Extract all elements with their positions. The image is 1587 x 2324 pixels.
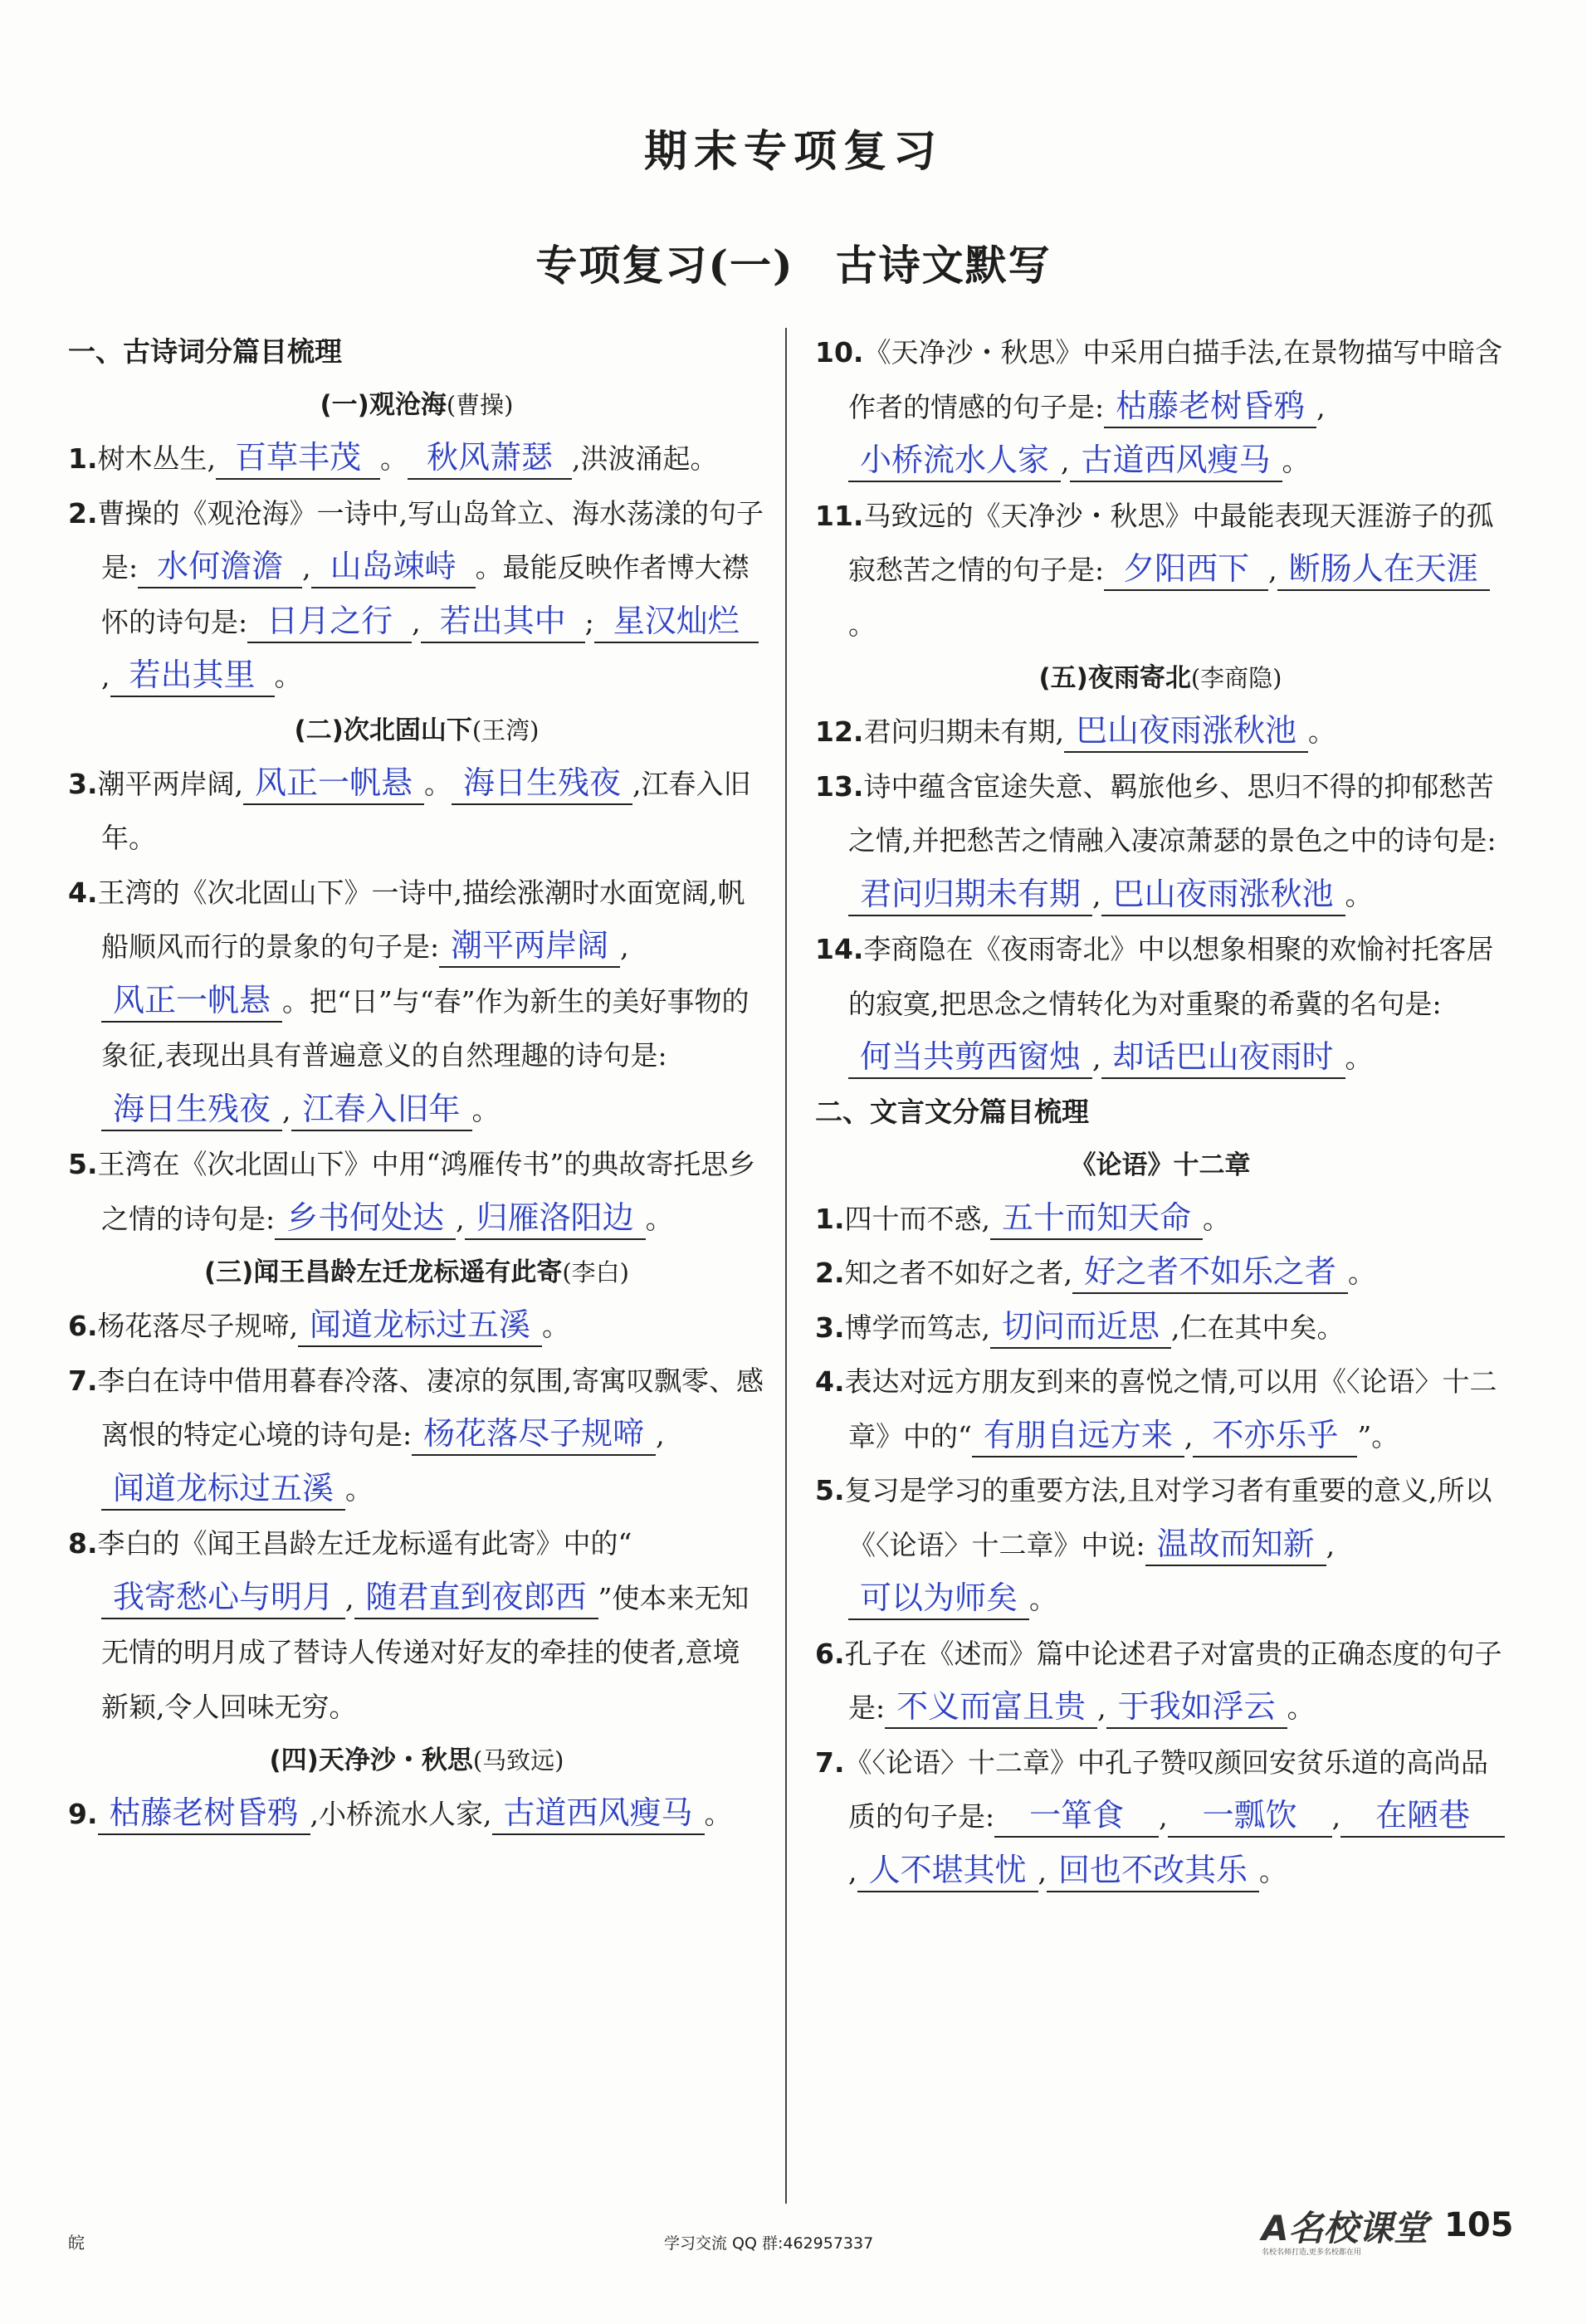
poem-heading	[68, 704, 765, 757]
question-text: ,	[1159, 1800, 1168, 1833]
answer-blank[interactable]: 巴山夜雨涨秋池	[1064, 710, 1308, 753]
question-text: (王湾)	[471, 715, 540, 745]
answer-blank[interactable]: 回也不改其乐	[1047, 1849, 1259, 1892]
question	[815, 759, 1506, 923]
question-text: ,	[1061, 445, 1070, 477]
question-number: 13.	[815, 769, 864, 803]
poem-heading	[68, 1734, 765, 1787]
question-text: ,	[848, 1854, 857, 1887]
question	[68, 1299, 765, 1354]
question-text: 树木丛生,	[97, 442, 216, 475]
question-text: 诗中蕴含宦途失意、羁旅他乡、思归不得的抑郁愁苦之情,并把愁苦之情融入凄凉萧瑟的景色之中的诗句是:	[848, 769, 1497, 857]
question-text: ,	[101, 660, 110, 692]
answer-blank[interactable]: 潮平两岸阔	[439, 925, 620, 968]
question-text: 王湾在《次北固山下》中用“鸿雁传书”的典故寄托思乡之情的诗句是:	[97, 1148, 756, 1235]
question-text: ,	[1184, 1419, 1194, 1452]
question-number: 9.	[68, 1798, 98, 1830]
question-text: 《天净沙・秋思》中采用白描手法,在景物描写中暗含作者的情感的句子是:	[848, 336, 1502, 423]
subtitle-topic: 古诗文默写	[835, 241, 1052, 290]
question-text: 君问归期未有期,	[863, 715, 1064, 748]
question-number: 4.	[68, 876, 98, 909]
question	[815, 1246, 1506, 1301]
question-text: ”使本来无知无情的明月成了替诗人传递对好友的牵挂的使者,意境新颖,令人回味无穷。	[101, 1581, 750, 1723]
question-text: 李白在诗中借用暮春冷落、凄凉的氛围,寄寓叹飘零、感离恨的特定心境的诗句是:	[97, 1364, 764, 1451]
answer-blank[interactable]: 于我如浮云	[1106, 1686, 1287, 1729]
question-text: ,	[1268, 554, 1277, 586]
question	[68, 1516, 765, 1734]
answer-blank[interactable]: 海日生残夜	[452, 762, 632, 805]
section-heading: 二、文言文分篇目梳理	[815, 1095, 1089, 1128]
question-text: ,	[1316, 390, 1326, 423]
answer-blank[interactable]: 小桥流水人家	[848, 439, 1061, 482]
question-text: (五)夜雨寄北	[1038, 663, 1191, 693]
question-text: ,	[412, 605, 421, 638]
answer-blank[interactable]: 在陋巷	[1340, 1794, 1505, 1838]
answer-blank[interactable]: 五十而知天命	[990, 1197, 1203, 1240]
answer-blank[interactable]: 人不堪其忧	[857, 1849, 1038, 1892]
answer-blank[interactable]: 可以为师矣	[848, 1577, 1029, 1620]
question-text: ,江春入旧年。	[101, 767, 751, 854]
poem-heading	[68, 378, 765, 432]
answer-blank[interactable]: 古道西风瘦马	[1070, 439, 1282, 482]
question-number: 12.	[815, 715, 864, 748]
question-text: ,	[345, 1581, 354, 1614]
question-text: 四十而不惑,	[844, 1202, 990, 1235]
question-text: ,小桥流水人家,	[310, 1798, 492, 1830]
answer-blank[interactable]: 闻道龙标过五溪	[298, 1304, 542, 1347]
question-text: 。	[645, 1202, 673, 1235]
question	[815, 325, 1506, 489]
question-text: ,	[620, 930, 629, 963]
answer-blank[interactable]: 温故而知新	[1145, 1523, 1326, 1566]
answer-blank[interactable]: 一箪食	[994, 1794, 1159, 1838]
question-text: (马致远)	[472, 1746, 564, 1775]
question-text: (四)天净沙・秋思	[269, 1745, 473, 1775]
question-text: 马致远的《天净沙・秋思》中最能表现天涯游子的孤寂愁苦之情的句子是:	[848, 499, 1494, 586]
question-text: (二)次北固山下	[294, 715, 472, 745]
question-text: A名校课堂	[1262, 2208, 1428, 2248]
left-column	[68, 325, 765, 1842]
question-text: 。	[1345, 878, 1373, 911]
question-text: ,	[1331, 1800, 1341, 1833]
question-text: 表达对远方朋友到来的喜悦之情,可以用《〈论语〉十二章》中的“	[844, 1365, 1497, 1452]
answer-blank[interactable]: 山岛竦峙	[311, 545, 476, 588]
question	[68, 1354, 765, 1517]
brand-logo: A名校课堂 名校名师打造,更多名校都在用	[1262, 2208, 1428, 2257]
question-number: 1.	[815, 1202, 845, 1235]
question	[68, 486, 765, 704]
answer-blank[interactable]: 若出其中	[421, 600, 585, 643]
question-text: ,	[1326, 1528, 1336, 1561]
question-text: 。	[471, 1093, 500, 1126]
question-number: 3.	[68, 767, 98, 800]
question	[815, 705, 1506, 759]
question-text: ,仁在其中矣。	[1171, 1311, 1345, 1344]
question-text: 《〈论语〉十二章》中孔子赞叹颜回安贫乐道的高尚品质的句子是:	[844, 1745, 1488, 1833]
answer-blank[interactable]: 百草丰茂	[216, 437, 380, 480]
question	[815, 922, 1506, 1086]
answer-blank[interactable]: 风正一帆悬	[101, 979, 282, 1023]
question-number: 7.	[815, 1745, 845, 1779]
answer-blank[interactable]: 归雁洛阳边	[465, 1197, 646, 1240]
answer-blank[interactable]: 星汉灿烂	[594, 600, 759, 643]
question-number: 6.	[68, 1310, 98, 1342]
answer-blank[interactable]: 杨花落尽子规啼	[412, 1413, 656, 1456]
question-text: 。	[542, 1310, 570, 1342]
question-text: 。	[1307, 715, 1336, 748]
question-text: ,	[302, 551, 311, 583]
page-subtitle	[0, 232, 1587, 292]
question	[68, 757, 765, 866]
poem-heading	[815, 652, 1506, 705]
question	[815, 1463, 1506, 1627]
question-number: 2.	[68, 496, 98, 530]
subtitle-part: 专项复习(一)	[535, 241, 794, 290]
answer-blank[interactable]: 不亦乐乎	[1193, 1414, 1357, 1457]
question-text: ,洪波涌起。	[572, 442, 718, 475]
question	[815, 1736, 1506, 1899]
question-text: 知之者不如好之者,	[844, 1257, 1072, 1289]
answer-blank[interactable]: 有朋自远方来	[972, 1414, 1184, 1457]
answer-blank[interactable]: 夕阳西下	[1104, 548, 1268, 591]
question-number: 5.	[68, 1148, 98, 1180]
question-number: 14.	[815, 933, 864, 965]
question-number: 10.	[815, 336, 864, 369]
question-text: 。	[848, 608, 876, 641]
answer-blank[interactable]: 风正一帆悬	[243, 762, 424, 805]
question-number: 3.	[815, 1311, 845, 1344]
answer-blank[interactable]: 枯藤老树昏鸦	[98, 1792, 310, 1835]
question-number: 7.	[68, 1364, 98, 1397]
question-text: (三)闻王昌龄左迁龙标遥有此寄	[204, 1257, 563, 1287]
question	[815, 1301, 1506, 1355]
page-footer	[0, 2191, 1587, 2258]
answer-blank[interactable]: 江春入旧年	[291, 1088, 472, 1131]
question-text: ;	[584, 605, 594, 638]
qq-group-text: 学习交流 QQ 群:462957337	[664, 2234, 874, 2253]
question-number: 8.	[68, 1527, 98, 1560]
question-text: 王湾的《次北固山下》一诗中,描绘涨潮时水面宽阔,帆船顺风而行的景象的句子是:	[97, 876, 745, 963]
answer-blank[interactable]: 切问而近思	[990, 1306, 1171, 1349]
question-text: (曹操)	[446, 391, 514, 419]
answer-blank[interactable]: 水何澹澹	[138, 545, 302, 588]
question-text: 曹操的《观沧海》一诗中,写山岛耸立、海水荡漾的句子是:	[97, 496, 764, 583]
question-number: 5.	[815, 1474, 845, 1506]
question	[815, 1355, 1506, 1463]
question-number: 4.	[815, 1365, 845, 1398]
page-number: 105	[1444, 2206, 1514, 2244]
answer-blank[interactable]: 随君直到夜郎西	[354, 1576, 598, 1619]
question-number: 1.	[68, 442, 98, 475]
answer-blank[interactable]: 断肠人在天涯	[1277, 548, 1490, 591]
question-text: 博学而笃志,	[844, 1311, 990, 1344]
section-heading: 一、古诗词分篇目梳理	[68, 335, 342, 368]
question-text: (李商隐)	[1190, 664, 1282, 692]
question-text: 。	[1348, 1257, 1376, 1289]
question	[68, 1787, 765, 1842]
text-heading	[815, 1139, 1506, 1192]
question-text: ,	[282, 1093, 291, 1126]
question-text: 李商隐在《夜雨寄北》中以想象相聚的欢愉衬托客居的寂寞,把思念之情转化为对重聚的希冀的名句是:	[848, 933, 1494, 1020]
question-text: 。	[274, 660, 302, 692]
answer-blank[interactable]: 海日生残夜	[101, 1088, 282, 1131]
answer-blank[interactable]: 若出其里	[110, 654, 275, 697]
question-text: 孔子在《述而》篇中论述君子对富贵的正确态度的句子是:	[844, 1637, 1502, 1724]
question-text: ,	[656, 1418, 665, 1451]
question	[815, 489, 1506, 652]
answer-blank[interactable]: 一瓢饮	[1168, 1794, 1332, 1838]
poem-heading	[68, 1246, 765, 1299]
question-text: (李白)	[562, 1258, 629, 1286]
question-text: ”。	[1357, 1419, 1399, 1452]
question	[815, 1627, 1506, 1736]
answer-blank[interactable]: 好之者不如乐之者	[1072, 1251, 1348, 1294]
question-text: 。	[424, 767, 452, 800]
question-text: ,	[1092, 1042, 1101, 1074]
question-text: (一)观沧海	[320, 390, 447, 420]
province-mark: 皖	[68, 2233, 85, 2253]
question-text: 杨花落尽子规啼,	[97, 1310, 298, 1342]
question	[815, 1192, 1506, 1247]
answer-blank[interactable]: 巴山夜雨涨秋池	[1101, 873, 1345, 916]
question-number: 6.	[815, 1637, 845, 1670]
answer-blank[interactable]: 却话巴山夜雨时	[1101, 1036, 1345, 1079]
answer-blank[interactable]: 古道西风瘦马	[492, 1792, 705, 1835]
question	[68, 1137, 765, 1246]
question-text: 李白的《闻王昌龄左迁龙标遥有此寄》中的“	[97, 1527, 632, 1560]
answer-blank[interactable]: 君问归期未有期	[848, 873, 1092, 916]
answer-blank[interactable]: 枯藤老树昏鸦	[1104, 385, 1316, 428]
question-text: ,	[456, 1202, 465, 1235]
question-text: 《论语》十二章	[1070, 1150, 1251, 1180]
question-text: 。	[1259, 1854, 1287, 1887]
question-text: 潮平两岸阔,	[97, 767, 243, 800]
question-text: 。	[1282, 445, 1310, 477]
right-column	[815, 325, 1506, 1898]
question-text: 。	[380, 442, 408, 475]
question-text: 。	[345, 1472, 374, 1506]
question-text: 复习是学习的重要方法,且对学习者有重要的意义,所以《〈论语〉十二章》中说:	[844, 1474, 1492, 1561]
question-text: 。	[1287, 1692, 1315, 1724]
answer-blank[interactable]: 日月之行	[247, 600, 412, 643]
question	[68, 866, 765, 1138]
answer-blank[interactable]: 不义而富且贵	[885, 1686, 1097, 1729]
question-text: 。把“日”与“春”作为新生的美好事物的象征,表现出具有普遍意义的自然理趣的诗句是:	[101, 984, 750, 1072]
column-divider	[785, 328, 787, 2204]
answer-blank[interactable]: 我寄愁心与明月	[101, 1576, 345, 1619]
question-text: 。	[1345, 1042, 1373, 1074]
question-text: ,	[1038, 1854, 1047, 1887]
question-text: 。	[1203, 1202, 1231, 1235]
question-number: 11.	[815, 499, 864, 532]
answer-blank[interactable]: 秋风萧瑟	[408, 437, 572, 480]
answer-blank[interactable]: 闻道龙标过五溪	[101, 1467, 345, 1511]
question	[68, 432, 765, 486]
question-number: 2.	[815, 1257, 845, 1289]
question-text: ,	[1092, 878, 1101, 911]
page-title: 期末专项复习	[643, 127, 943, 177]
question-text: 。	[704, 1798, 732, 1830]
question-text: 。	[1029, 1583, 1057, 1615]
answer-blank[interactable]: 何当共剪西窗烛	[848, 1036, 1092, 1079]
answer-blank[interactable]: 乡书何处达	[275, 1197, 456, 1240]
question-text: 。最能反映作者博大襟怀的诗句是:	[101, 551, 750, 638]
question-text: ,	[1097, 1692, 1106, 1724]
